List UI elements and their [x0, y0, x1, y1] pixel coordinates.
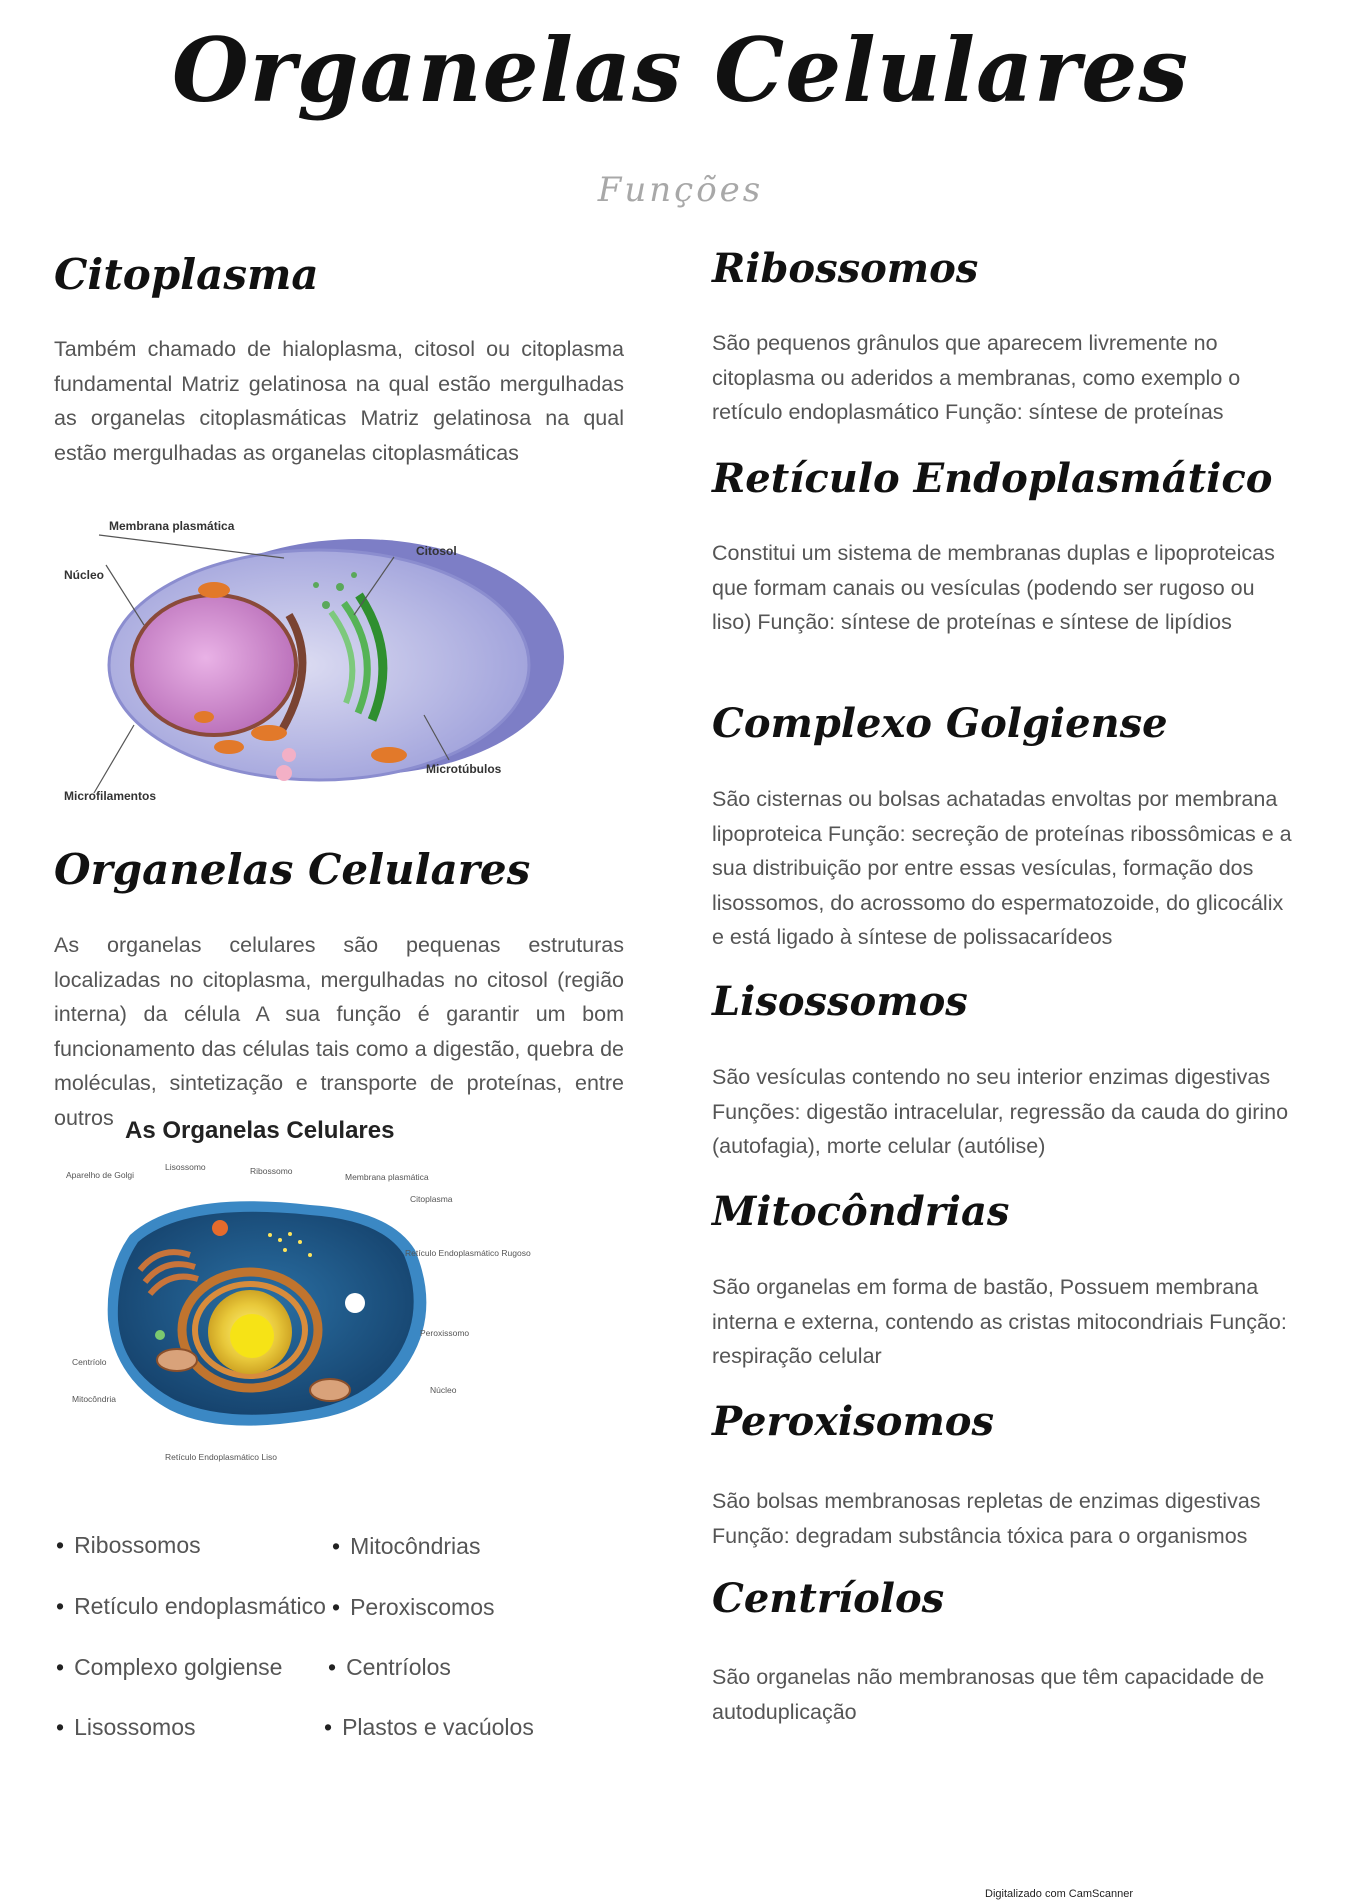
label-centriolo: Centríolo	[72, 1357, 107, 1367]
label-membrana2: Membrana plasmática	[345, 1172, 429, 1182]
list-item: • Mitocôndrias	[332, 1533, 480, 1560]
heading-golgiense: Complexo Golgiense	[712, 700, 1168, 747]
text-organelas: As organelas celulares são pequenas estruturas localizadas no citoplasma, mergulhadas no citosol (região interna) da célula A sua função é garantir um bom funcionamento das células tais como a digestão, quebra de moléculas, sintetização e transporte de proteínas, entre outros	[54, 933, 624, 1130]
nucleus-shape	[132, 595, 296, 735]
peroxisome-shape	[345, 1293, 365, 1313]
text-mitocondrias: São organelas em forma de bastão, Possuem membrana interna e externa, contendo as cristas mitocondriais Função: respiração celular	[712, 1275, 1287, 1368]
list-item: • Peroxiscomos	[332, 1594, 495, 1621]
text-golgiense: São cisternas ou bolsas achatadas envoltas por membrana lipoproteica Função: secreção de proteínas ribossômicas e a sua distribuição por entre essas vesículas, formação dos lisossomos, do acrossomo do espermatozoide, do glicocálix e está ligado à síntese de polissacarídeos	[712, 787, 1292, 949]
label-microtubulos: Microtúbulos	[426, 762, 502, 776]
lysosome-shape	[212, 1220, 228, 1236]
label-citoplasma: Citoplasma	[410, 1194, 453, 1204]
text-ribossomos: São pequenos grânulos que aparecem livremente no citoplasma ou aderidos a membranas, como exemplo o retículo endoplasmático Função: síntese de proteínas	[712, 331, 1241, 424]
label-reticulo-liso: Retículo Endoplasmático Liso	[165, 1452, 277, 1462]
heading-peroxisomos: Peroxisomos	[712, 1398, 994, 1445]
label-citosol: Citosol	[416, 544, 457, 558]
label-nucleo2: Núcleo	[430, 1385, 457, 1395]
list-item: • Lisossomos	[56, 1714, 196, 1741]
label-reticulo-rugoso: Retículo Endoplasmático Rugoso	[405, 1248, 531, 1258]
label-ribossomo: Ribossomo	[250, 1166, 293, 1176]
label-golgi: Aparelho de Golgi	[66, 1170, 135, 1180]
label-membrana: Membrana plasmática	[109, 519, 235, 533]
heading-citoplasma: Citoplasma	[54, 250, 319, 299]
list-item: • Ribossomos	[56, 1532, 201, 1559]
label-microfilamentos: Microfilamentos	[64, 789, 157, 803]
label-lisossomo: Lisossomo	[165, 1162, 206, 1172]
label-mitocondria: Mitocôndria	[72, 1394, 116, 1404]
cell-diagram	[54, 515, 574, 805]
list-item: • Plastos e vacúolos	[324, 1714, 534, 1741]
text-citoplasma: Também chamado de hialoplasma, citosol ou citoplasma fundamental Matriz gelatinosa na qual estão mergulhadas as organelas citoplasmáticas Matriz gelatinosa na qual estão mergulhadas as organelas citoplasmáticas	[54, 337, 624, 465]
heading-lisossomos: Lisossomos	[712, 978, 968, 1025]
text-reticulo: Constitui um sistema de membranas duplas e lipoproteicas que formam canais ou vesículas (podendo ser rugoso ou liso) Função: síntese de proteínas e síntese de lipídios	[712, 541, 1275, 634]
scanner-footer: Digitalizado com CamScanner	[985, 1888, 1133, 1900]
organelles-diagram	[60, 1160, 531, 1490]
page-subtitle: Funções	[597, 170, 764, 210]
list-item: • Centríolos	[328, 1654, 451, 1681]
heading-organelas: Organelas Celulares	[54, 845, 531, 894]
heading-reticulo: Retículo Endoplasmático	[712, 455, 1273, 502]
heading-centriolos: Centríolos	[712, 1575, 945, 1622]
list-item: • Complexo golgiense	[56, 1654, 282, 1681]
label-peroxissomo: Peroxissomo	[420, 1328, 470, 1338]
heading-ribossomos: Ribossomos	[712, 245, 979, 292]
label-nucleo: Núcleo	[64, 568, 105, 582]
text-lisossomos: São vesículas contendo no seu interior enzimas digestivas Funções: digestão intracelular, regressão da cauda do girino (autofagia), morte celular (autólise)	[712, 1065, 1289, 1158]
list-item: • Retículo endoplasmático	[56, 1593, 326, 1620]
text-centriolos: São organelas não membranosas que têm capacidade de autoduplicação	[712, 1665, 1265, 1724]
figure2-title: As Organelas Celulares	[125, 1117, 395, 1144]
mitochondria-shape	[157, 1349, 197, 1371]
heading-mitocondrias: Mitocôndrias	[712, 1188, 1010, 1235]
page-title: Organelas Celulares	[172, 18, 1189, 122]
text-peroxisomos: São bolsas membranosas repletas de enzimas digestivas Função: degradam substância tóxica para o organismos	[712, 1489, 1261, 1548]
